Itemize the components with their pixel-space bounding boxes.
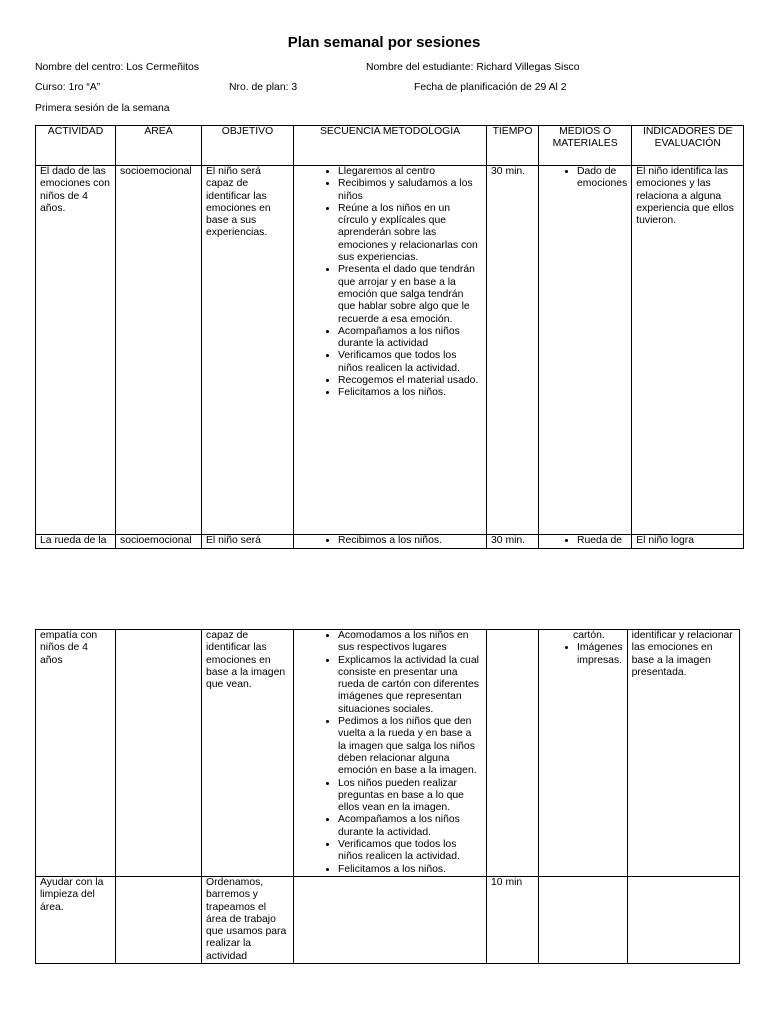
secuencia-step: • Verificamos que todos los niños realicen la actividad. bbox=[338, 839, 482, 864]
secuencia-step: • Llegaremos al centro bbox=[338, 166, 482, 178]
table-row bbox=[36, 535, 744, 549]
row3-secuencia bbox=[294, 876, 487, 963]
secuencia-step: • Felicitamos a los niños. bbox=[338, 864, 482, 876]
secuencia-step: • Explicamos la actividad la cual consiste en presentar una rueda de cartón con diferentes imágenes que representan situaciones sociales. bbox=[338, 655, 482, 716]
row3-materiales bbox=[539, 876, 628, 963]
row1-actividad: El dado de las emociones con niños de 4 años. bbox=[36, 166, 116, 535]
row2-cont-tiempo bbox=[487, 630, 539, 877]
row2-indicadores: El niño logra bbox=[632, 535, 744, 549]
table-row bbox=[36, 876, 740, 963]
plan-table-page2 bbox=[35, 629, 740, 964]
material-item: • Imágenes impresas. bbox=[577, 642, 623, 667]
row2-cont-materiales bbox=[539, 630, 628, 877]
row2-area: socioemocional bbox=[116, 535, 202, 549]
document-title: Plan semanal por sesiones bbox=[287, 34, 481, 51]
row2-objetivo: El niño será bbox=[202, 535, 294, 549]
secuencia-step: • Felicitamos a los niños. bbox=[338, 387, 482, 399]
secuencia-step: • Presenta el dado que tendrán que arrojar y en base a la emoción que salga tendrán que hablar sobre algo que le recuerde a esa emoción. bbox=[338, 264, 482, 325]
row3-objetivo: Ordenamos, barremos y trapeamos el área de trabajo que usamos para realizar la actividad bbox=[202, 876, 294, 963]
row1-indicadores: El niño identifica las emociones y las relaciona a alguna experiencia que ellos tuvieron. bbox=[632, 166, 744, 535]
secuencia-step: • Acompañamos a los niños durante la actividad. bbox=[338, 814, 482, 839]
material-continuation: cartón. bbox=[573, 630, 605, 641]
row3-tiempo: 10 min bbox=[487, 876, 539, 963]
header-indicadores-line1: INDICADORES DE bbox=[643, 126, 733, 137]
row1-secuencia bbox=[294, 166, 487, 535]
row2-cont-secuencia bbox=[294, 630, 487, 877]
secuencia-step: • Pedimos a los niños que den vuelta a la rueda y en base a la imagen que salga los niños deben relacionar alguna emoción en base a la imagen. bbox=[338, 716, 482, 777]
row2-tiempo: 30 min. bbox=[487, 535, 539, 549]
row3-actividad: Ayudar con la limpieza del área. bbox=[36, 876, 116, 963]
plan-table-page1 bbox=[35, 125, 744, 549]
header-secuencia: SECUENCIA METODOLOGÍA bbox=[294, 126, 487, 166]
row1-objetivo: El niño será capaz de identificar las emociones en base a sus experiencias. bbox=[202, 166, 294, 535]
row1-area: socioemocional bbox=[116, 166, 202, 535]
row2-cont-actividad: empatía con niños de 4 años bbox=[36, 630, 116, 877]
row1-tiempo: 30 min. bbox=[487, 166, 539, 535]
material-item: • Rueda de bbox=[577, 535, 627, 547]
row3-area bbox=[116, 876, 202, 963]
student-name: Nombre del estudiante: Richard Villegas Sisco bbox=[366, 62, 580, 73]
header-tiempo: TIEMPO bbox=[487, 126, 539, 166]
plan-number: Nro. de plan: 3 bbox=[229, 82, 298, 93]
secuencia-step: • Los niños pueden realizar preguntas en base a lo que ellos vean en la imagen. bbox=[338, 778, 482, 815]
header-area: ÁREA bbox=[116, 126, 202, 166]
row2-cont-area bbox=[116, 630, 202, 877]
planning-date: Fecha de planificación de 29 Al 2 bbox=[414, 82, 567, 93]
session-label: Primera sesión de la semana bbox=[35, 103, 170, 114]
secuencia-step: • Recibimos y saludamos a los niños bbox=[338, 178, 482, 203]
table-row bbox=[36, 166, 744, 535]
row2-materiales bbox=[539, 535, 632, 549]
row2-secuencia bbox=[294, 535, 487, 549]
secuencia-step: • Recogemos el material usado. bbox=[338, 375, 482, 387]
header-objetivo: OBJETIVO bbox=[202, 126, 294, 166]
secuencia-step: • Acomodamos a los niños en sus respectivos lugares bbox=[338, 630, 482, 655]
row3-indicadores bbox=[627, 876, 739, 963]
material-item: • Dado de emociones bbox=[577, 166, 627, 191]
header-medios-line2: MATERIALES bbox=[552, 138, 618, 150]
header-indicadores-line2: EVALUACIÓN bbox=[654, 138, 721, 150]
header-indicadores bbox=[632, 126, 744, 166]
course: Curso: 1ro “A” bbox=[35, 82, 101, 93]
secuencia-step: • Recibimos a los niños. bbox=[338, 535, 482, 547]
secuencia-step: • Verificamos que todos los niños realicen la actividad. bbox=[338, 350, 482, 375]
secuencia-step: • Acompañamos a los niños durante la actividad bbox=[338, 326, 482, 351]
table-header-row bbox=[36, 126, 744, 166]
centro-name: Nombre del centro: Los Cermeñitos bbox=[35, 62, 200, 73]
header-actividad: ACTIVIDAD bbox=[36, 126, 116, 166]
row2-actividad: La rueda de la bbox=[36, 535, 116, 549]
header-medios bbox=[539, 126, 632, 166]
row2-cont-indicadores: identificar y relacionar las emociones en base a la imagen presentada. bbox=[627, 630, 739, 877]
row2-cont-objetivo: capaz de identificar las emociones en base a la imagen que vean. bbox=[202, 630, 294, 877]
table-row bbox=[36, 630, 740, 877]
secuencia-step: • Reúne a los niños en un círculo y explícales que aprenderán sobre las emociones y relacionarlas con sus experiencias. bbox=[338, 203, 482, 264]
row1-materiales bbox=[539, 166, 632, 535]
header-medios-line1: MEDIOS O bbox=[559, 126, 612, 137]
